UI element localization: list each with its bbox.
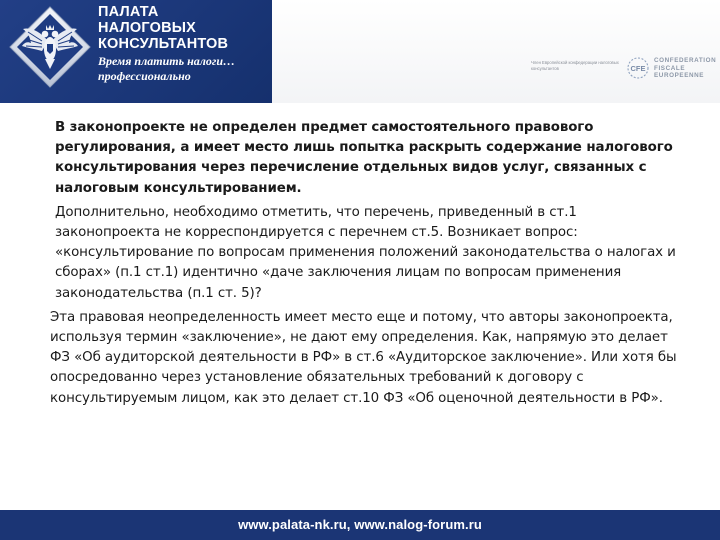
cfe-name xyxy=(654,57,718,80)
header xyxy=(0,0,720,103)
brand-panel xyxy=(0,0,272,103)
footer-links: www.palata-nk.ru, www.nalog-forum.ru xyxy=(238,517,482,532)
slide-body xyxy=(50,118,685,413)
cfe-line-2: FISCALE xyxy=(654,64,686,72)
cfe-abbr: CFE xyxy=(630,64,646,73)
eagle-emblem-icon xyxy=(9,6,91,88)
cfe-logo-icon xyxy=(624,56,652,80)
slogan-line-1: Время платить налоги… xyxy=(98,54,236,68)
partner-caption: Член Европейской конфедерации налоговых консультантов xyxy=(531,60,619,71)
org-name xyxy=(98,4,268,52)
cfe-line-3: EUROPEENNE xyxy=(654,72,705,80)
paragraph-1: В законопроекте не определен предмет самостоятельного правового регулирования, а имеет место лишь попытка раскрыть содержание налогового консультирования через перечисление отдельных видов услуг, связанных с налоговым консультированием. xyxy=(55,120,673,196)
slogan xyxy=(98,54,270,84)
org-name-line-2: НАЛОГОВЫХ xyxy=(98,20,197,36)
slogan-line-2: профессионально xyxy=(98,69,191,83)
footer-bar xyxy=(0,510,720,540)
paragraph-3: Эта правовая неопределенность имеет место еще и потому, что авторы законопроекта, используя термин «заключение», не дают ему определения. Как, напрямую это делает ФЗ «Об аудиторской деятельности в РФ» в ст.6 «Аудиторское заключение». Или хотя бы опосредованно через установление обязательных требований к договору с консультируемым лицом, как это делает ст.10 ФЗ «Об оценочной деятельности в РФ». xyxy=(50,309,677,406)
paragraph-2: Дополнительно, необходимо отметить, что перечень, приведенный в ст.1 законопроекта не корреспондируется с перечнем ст.5. Возникает вопрос: «консультирование по вопросам применения положений законодательства о налогах и сборах» (п.1 ст.1) идентично «даче заключения лицам по вопросам применения законодательства (п.1 ст. 5)? xyxy=(55,204,676,301)
org-name-line-3: КОНСУЛЬТАНТОВ xyxy=(98,36,229,52)
cfe-line-1: CONFEDERATION xyxy=(654,57,717,64)
org-name-line-1: ПАЛАТА xyxy=(98,4,159,20)
